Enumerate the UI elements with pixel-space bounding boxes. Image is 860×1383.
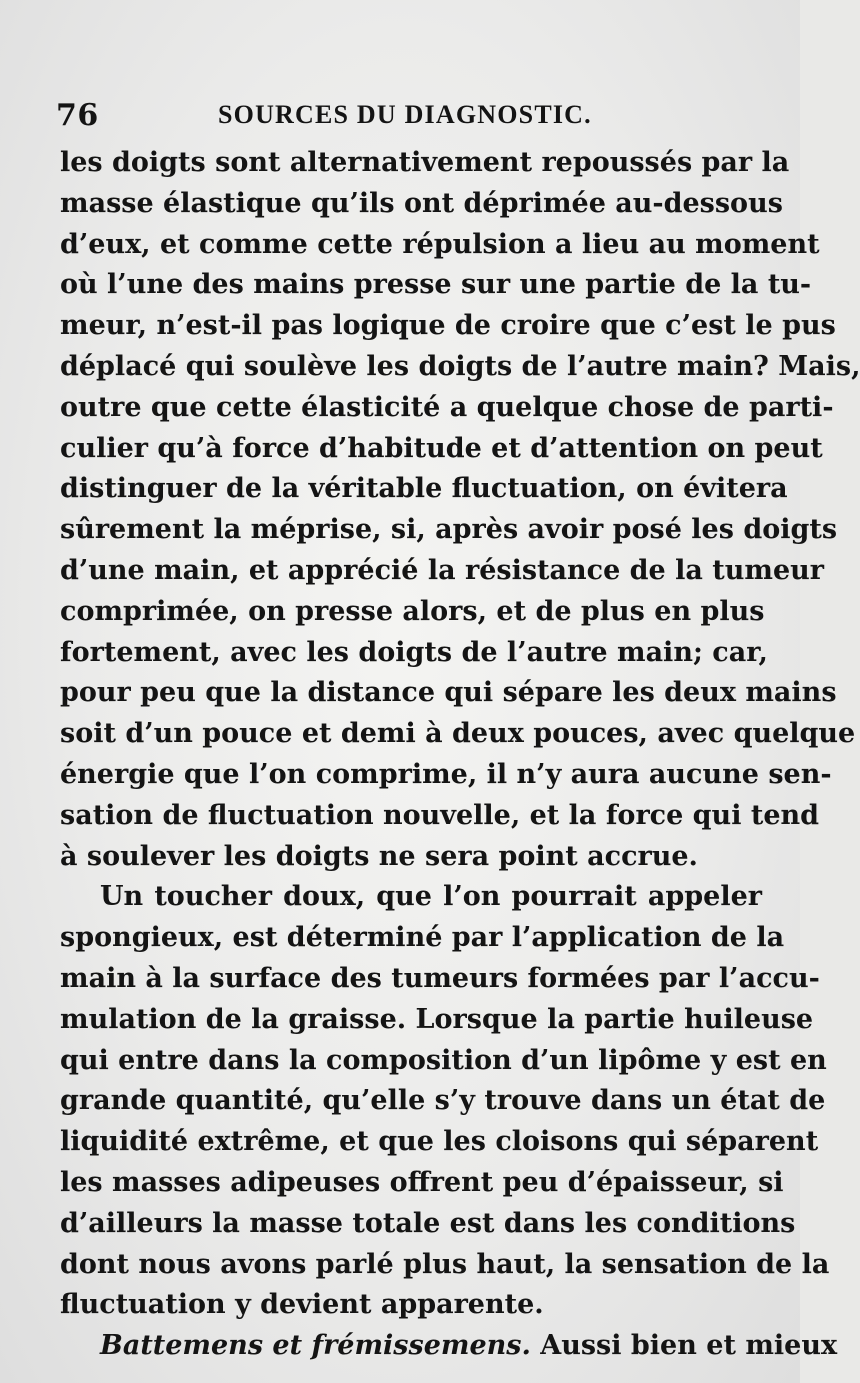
text-line: soit d’un pouce et demi à deux pouces, avec quelque [60,718,856,750]
text-line: déplacé qui soulève les doigts de l’autre main? Mais, [60,350,860,382]
text-line: sûrement la méprise, si, après avoir posé les doigts [60,514,838,546]
text-line: comprimée, on presse alors, et de plus en plus [60,595,765,627]
text-line: culier qu’à force d’habitude et d’attention on peut [60,432,823,464]
text-line: outre que cette élasticité a quelque chose de parti- [60,391,834,423]
text-line: d’une main, et apprécié la résistance de la tumeur [60,554,824,586]
text-line: les doigts sont alternativement repoussés par la [60,147,790,178]
text-line: distinguer de la véritable fluctuation, on évitera [60,473,788,505]
text-line-paragraph-start: Un toucher doux, que l’on pourrait appeler [100,881,762,913]
text-line-paragraph-end: à soulever les doigts ne sera point accrue. [60,840,698,872]
text-line: grande quantité, qu’elle s’y trouve dans un état de [60,1085,826,1117]
text-line: pour peu que la distance qui sépare les deux mains [60,677,837,709]
text-line: d’eux, et comme cette répulsion a lieu au moment [60,228,820,260]
text-line: fortement, avec les doigts de l’autre main; car, [60,636,768,668]
text-line: les masses adipeuses offrent peu d’épaisseur, si [60,1166,784,1198]
text-line: meur, n’est-il pas logique de croire que c’est le pus [60,310,836,342]
text-line: où l’une des mains presse sur une partie de la tu- [60,269,812,301]
section-text: Aussi bien et mieux [540,1330,838,1362]
page-number: 76 [56,98,99,133]
section-heading-italic: Battemens et frémissemens. [100,1330,531,1362]
page-header [56,98,756,138]
body-text [60,143,860,1367]
text-line: d’ailleurs la masse totale est dans les conditions [60,1207,796,1239]
text-line-paragraph-end: fluctuation y devient apparente. [60,1289,544,1321]
text-line: mulation de la graisse. Lorsque la partie huileuse [60,1003,814,1035]
text-line: spongieux, est déterminé par l’application de la [60,922,785,954]
text-line: masse élastique qu’ils ont déprimée au-dessous [60,187,783,219]
text-line: sation de fluctuation nouvelle, et la force qui tend [60,799,820,831]
text-line: dont nous avons parlé plus haut, la sensation de la [60,1248,830,1280]
text-line-section-start [60,1326,838,1367]
text-line: qui entre dans la composition d’un lipôme y est en [60,1044,827,1076]
text-line: énergie que l’on comprime, il n’y aura aucune sen- [60,758,832,790]
text-line: liquidité extrême, et que les cloisons qui séparent [60,1126,819,1158]
text-line: main à la surface des tumeurs formées par l’accu- [60,962,820,994]
running-head: SOURCES DU DIAGNOSTIC. [218,100,592,129]
